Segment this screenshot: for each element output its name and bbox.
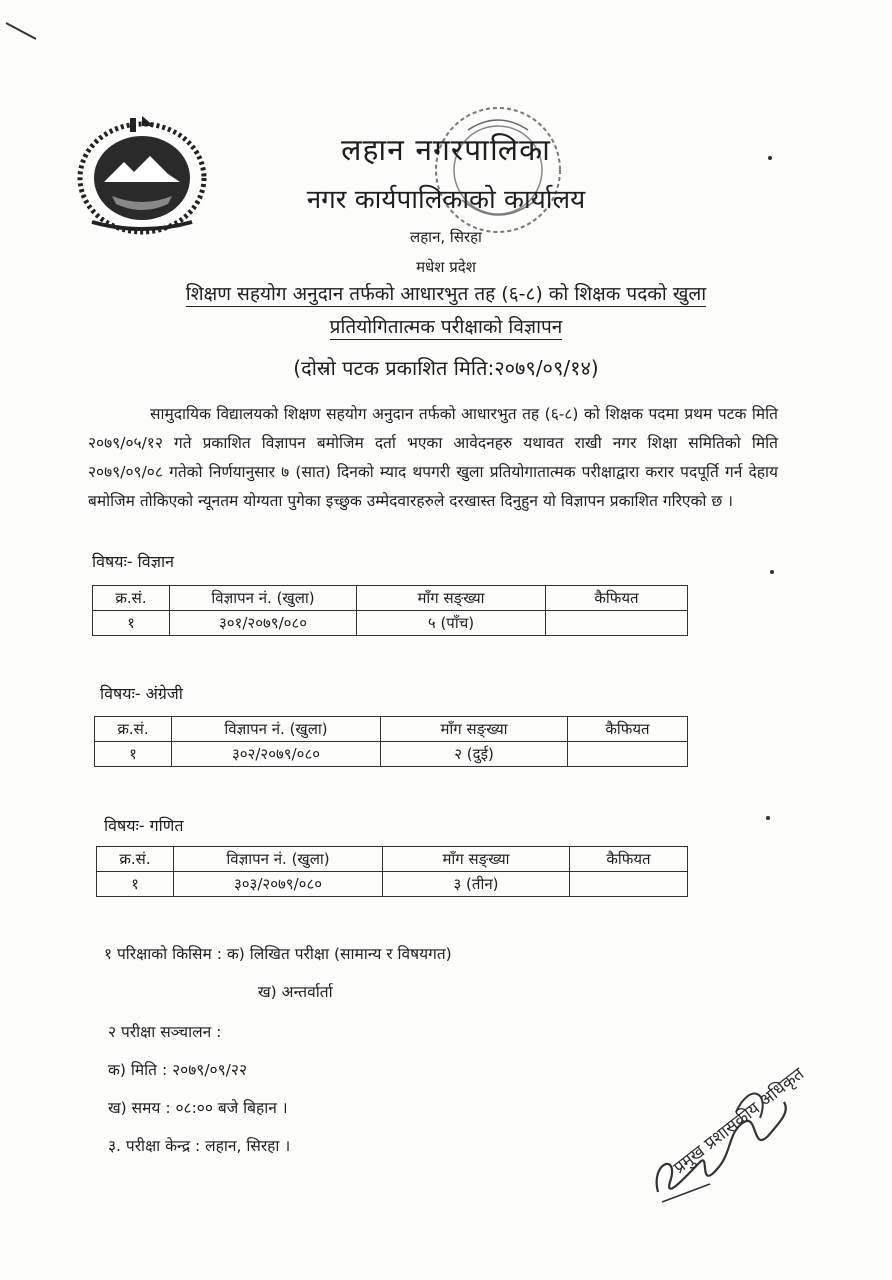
cell-sn: १ [93,611,170,636]
cell-ad-no: ३०१/२०७९/०८० [170,611,357,636]
exam-conduct-heading: २ परीक्षा सञ्चालन : [108,1023,222,1041]
signatory-title: प्रमुख प्रशासकीय अधिकृत [669,1064,808,1179]
speck [770,570,774,574]
vacancy-table-math [96,846,688,897]
col-remarks: कैफियत [570,847,688,872]
cell-demand: ५ (पाँच) [357,611,546,636]
notice-title-line1: शिक्षण सहयोग अनुदान तर्फको आधारभुत तह (६-८) को शिक्षक पदको खुला [185,283,707,305]
subject-label-math: विषयः- गणित [104,816,184,835]
cell-sn: १ [97,872,174,897]
col-ad-no: विज्ञापन नं. (खुला) [174,847,383,872]
cell-demand: २ (दुई) [381,742,568,767]
cell-ad-no: ३०२/२०७९/०८० [172,742,381,767]
notice-title-line2: प्रतियोगितात्मक परीक्षाको विज्ञापन [329,316,563,338]
speck [766,816,770,820]
exam-center: ३. परीक्षा केन्द्र : लहान, सिरहा । [108,1137,291,1155]
col-demand: माँग सङ्ख्या [383,847,570,872]
exam-date: क) मिति : २०७९/०९/२२ [108,1061,248,1079]
subject-label-science: विषयः- विज्ञान [92,552,174,571]
published-date: (दोस्रो पटक प्रकाशित मिति:२०७९/०९/१४) [293,356,599,380]
office-name: नगर कार्यपालिकाको कार्यालय [306,185,586,215]
exam-type: १ परिक्षाको किसिम : क) लिखित परीक्षा (सामान्य र विषयगत) [104,945,452,963]
cell-remarks [568,742,688,767]
notice-body: सामुदायिक विद्यालयको शिक्षण सहयोग अनुदान तर्फको आधारभुत तह (६-८) को शिक्षक पदमा प्रथम पटक मिति २०७९/०५/१२ गते प्रकाशित विज्ञापन बमोजिम दर्ता भएका आवेदनहरु यथावत राखी नगर शिक्षा समितिको मिति २०७९/०९/०८ गतेको निर्णयानुसार ७ (सात) दिनको म्याद थपगरी खुला प्रतियोगातात्मक परीक्षाद्वारा करार पदपूर्ति गर्न देहाय बमोजिम तोकिएको न्यूनतम योग्यता पुगेका इच्छुक उम्मेदवारहरुले दरखास्त दिनुहुन यो विज्ञापन प्रकाशित गरिएको छ । [88,405,778,510]
table-row [97,872,688,897]
col-sn: क्र.सं. [93,586,170,611]
col-sn: क्र.सं. [95,717,172,742]
col-demand: माँग सङ्ख्या [381,717,568,742]
cell-ad-no: ३०३/२०७९/०८० [174,872,383,897]
table-header-row [95,717,688,742]
speck [768,156,772,160]
cell-demand: ३ (तीन) [383,872,570,897]
col-remarks: कैफियत [546,586,688,611]
corner-pen-mark [6,22,37,40]
exam-type-interview: ख) अन्तर्वार्ता [258,983,333,1001]
col-remarks: कैफियत [568,717,688,742]
exam-time: ख) समय : ०८:०० बजे बिहान । [108,1099,288,1117]
subject-label-english: विषयः- अंग्रेजी [100,684,183,703]
col-ad-no: विज्ञापन नं. (खुला) [172,717,381,742]
col-sn: क्र.सं. [97,847,174,872]
col-demand: माँग सङ्ख्या [357,586,546,611]
col-ad-no: विज्ञापन नं. (खुला) [170,586,357,611]
province: मधेश प्रदेश [416,258,476,276]
table-row [95,742,688,767]
org-name: लहान नगरपालिका [341,133,551,168]
cell-remarks [546,611,688,636]
address: लहान, सिरहा [410,228,482,246]
table-header-row [97,847,688,872]
vacancy-table-science [92,585,688,636]
cell-remarks [570,872,688,897]
table-header-row [93,586,688,611]
vacancy-table-english [94,716,688,767]
table-row [93,611,688,636]
cell-sn: १ [95,742,172,767]
